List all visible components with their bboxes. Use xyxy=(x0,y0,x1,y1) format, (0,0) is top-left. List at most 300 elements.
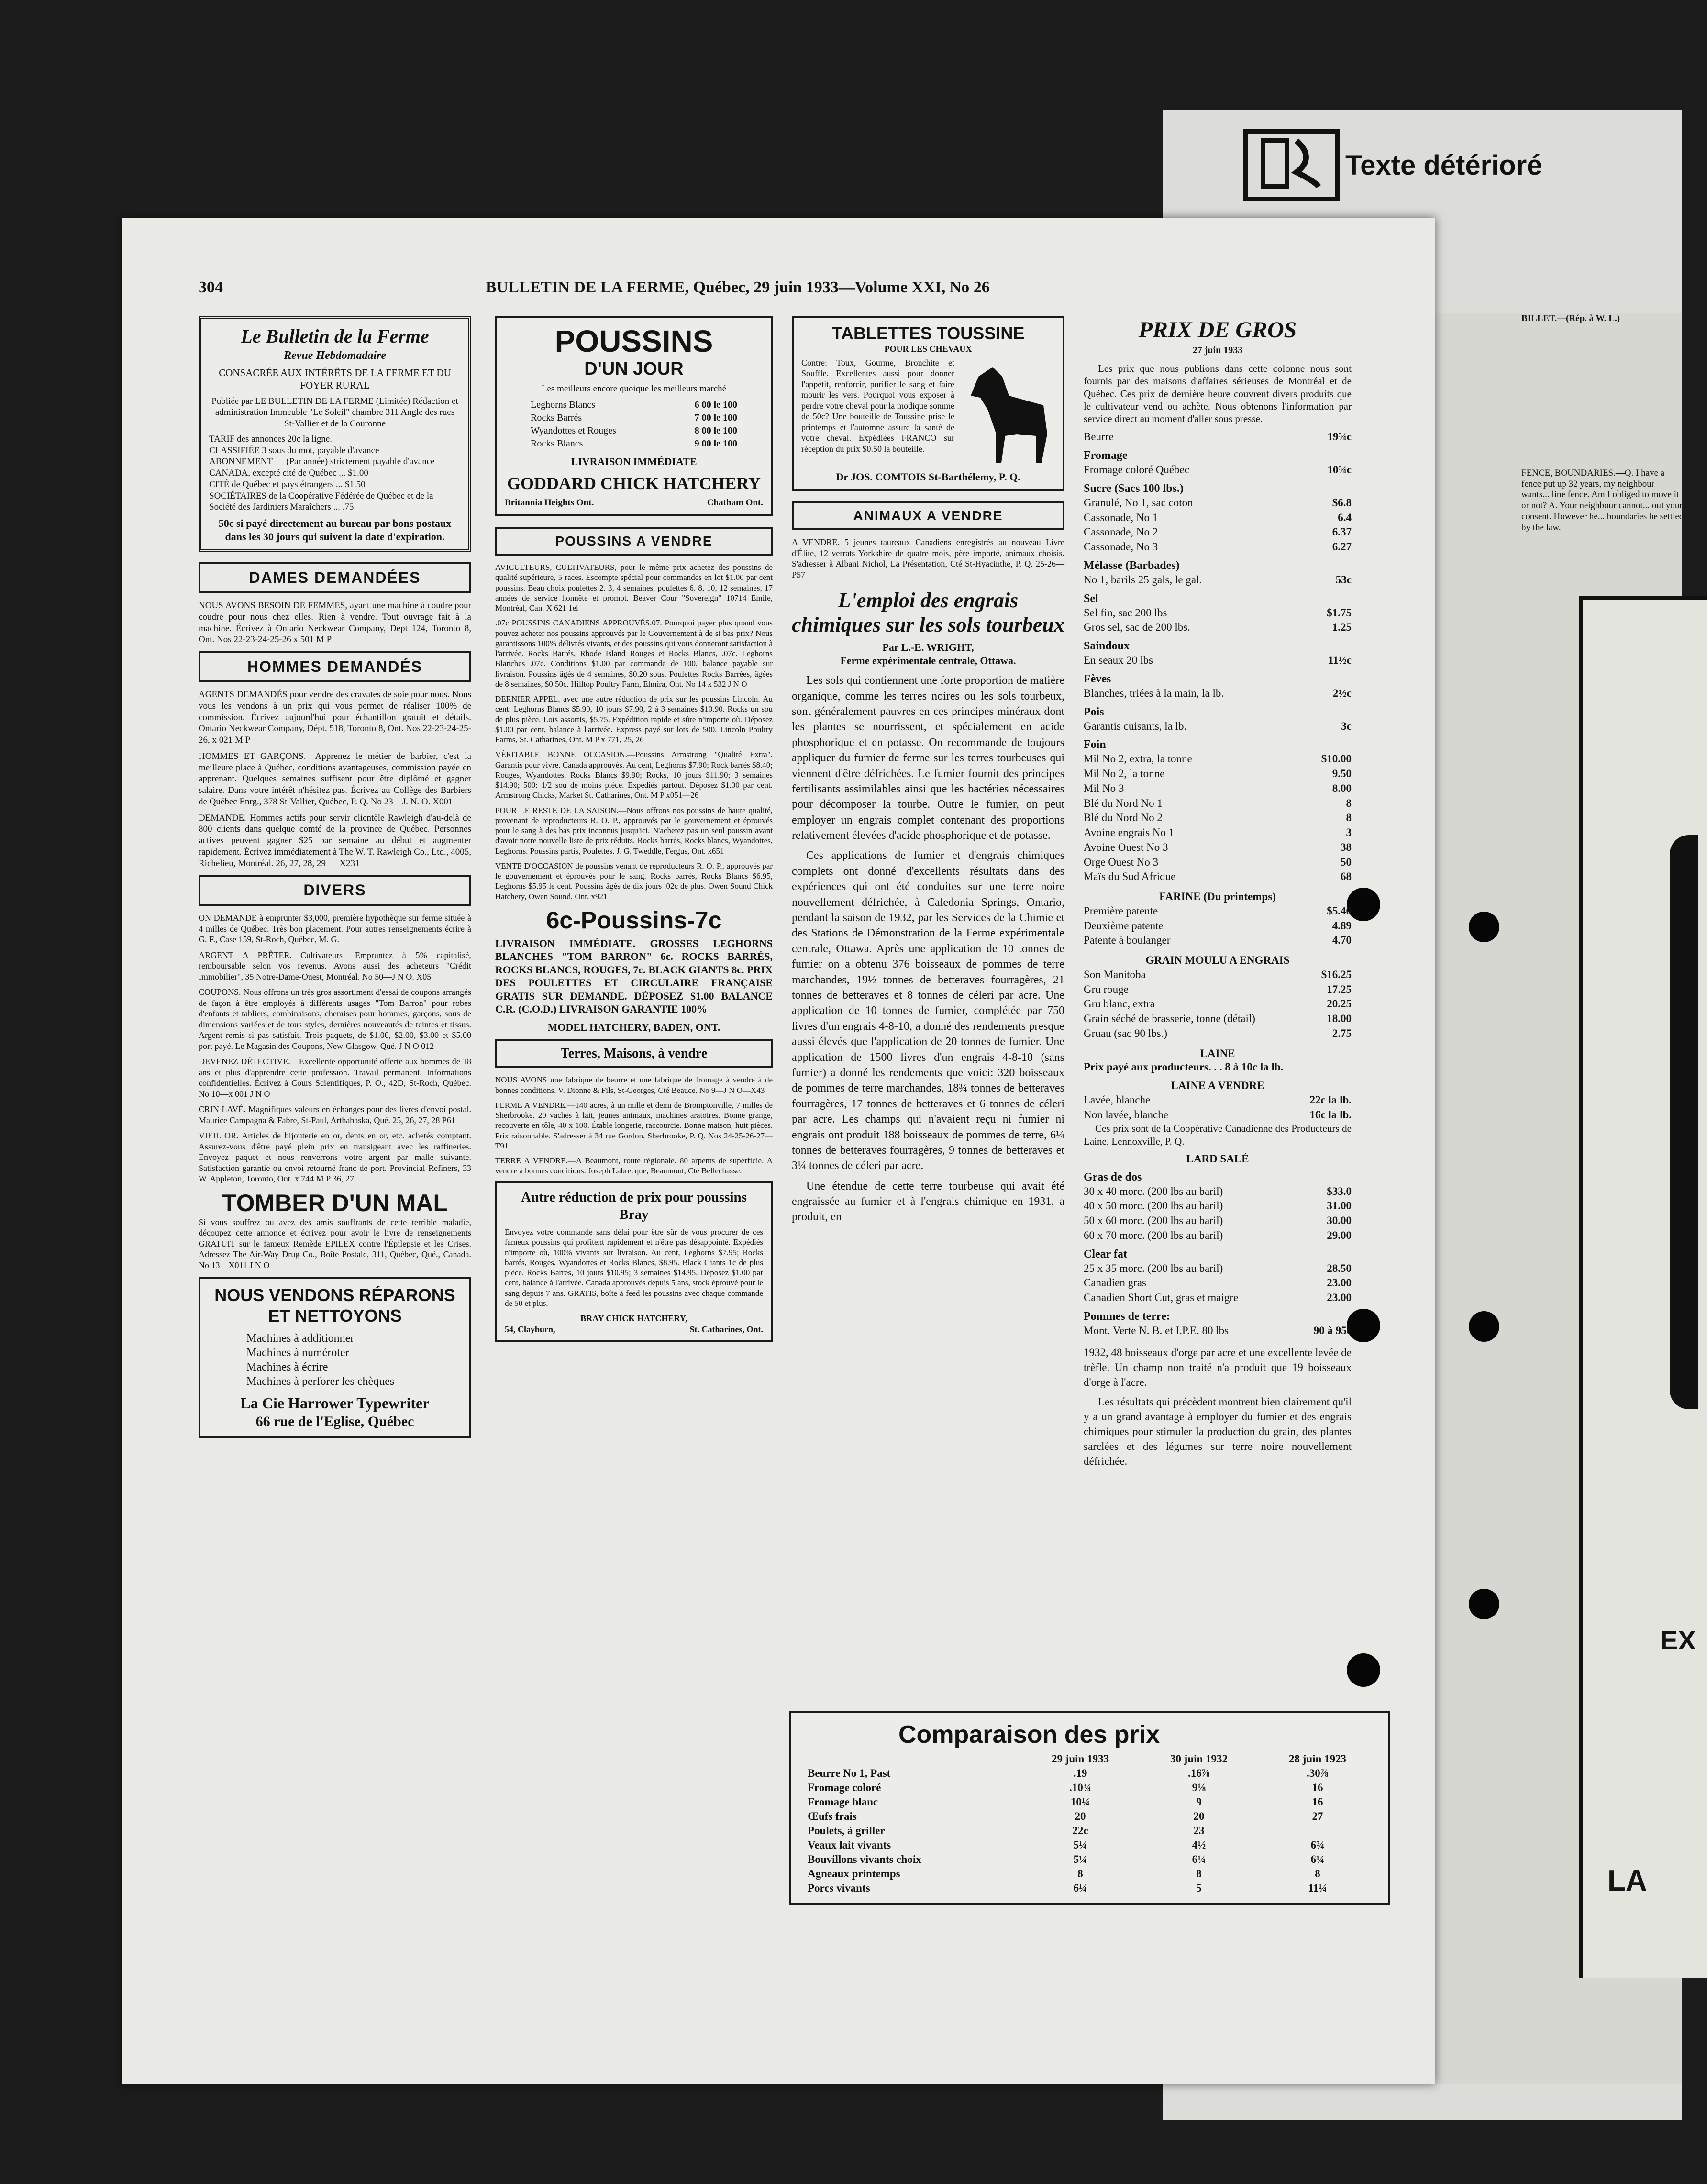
farine-heading: FARINE (Du printemps) xyxy=(1159,891,1276,903)
price-price: 8 xyxy=(1346,797,1352,809)
price-label: Maïs du Sud Afrique xyxy=(1084,870,1176,883)
price-row xyxy=(531,437,737,450)
classified-ad: DERNIER APPEL, avec une autre réduction de prix sur les poussins Lincoln. Au cent: Leghorns Blancs $5.90, 10 jours $7.90, 2 à 3 semaines $10.90. Rocks un sou de plus pièce. Lots assortis, $5.75. Expédition rapide et sûre n'importe où. Déposez $1.00 par cent, balance à l'arrivée. Express payé sur lots de 500. Lincoln Poultry Farms, St. Catharines, Ont. M P x 771, 25, 26 xyxy=(495,694,773,744)
comparaison-price: 16 xyxy=(1312,1796,1323,1808)
price-row xyxy=(531,412,737,424)
price-section-heading: Saindoux xyxy=(1084,640,1130,652)
poussins-price-table xyxy=(531,399,737,450)
grain-price: 17.25 xyxy=(1327,983,1352,995)
masthead-publisher: Publiée par LE BULLETIN DE LA FERME (Limitée) Rédaction et administration Immeuble "Le Soleil" chambre 311 Angle des rues St-Vallier et de la Couronne xyxy=(211,396,458,429)
column-3 xyxy=(792,316,1064,1230)
lard-price: 31.00 xyxy=(1327,1200,1352,1212)
price-label: Sel fin, sac 200 lbs xyxy=(1084,606,1167,619)
price-row xyxy=(1084,855,1352,870)
classified-ad: VÉRITABLE BONNE OCCASION.—Poussins Armstrong "Qualité Extra". Garantis pour vivre. Canada approuvés. Au cent, Leghorns $7.90; Rock barrés $8.40; Rouges, Wyandottes, Rocks Blancs $9.90; Rocks, 10 jours $11.90; 3 semaines $14.90; 500: 1/2 sou de moins pièce. Expédiés partout. Déposez $1.00 par cent. Armstrong Chicks, Market St. Catharines, Ont. M P x051—26 xyxy=(495,750,773,800)
comparaison-price: .30⅞ xyxy=(1306,1767,1329,1779)
price-label: Blé du Nord No 1 xyxy=(1084,797,1163,809)
toussine-signature: Dr JOS. COMTOIS St-Barthélemy, P. Q. xyxy=(836,470,1020,483)
price-section-heading: Foin xyxy=(1084,738,1106,751)
price-label: Gros sel, sac de 200 lbs. xyxy=(1084,621,1190,634)
price-row xyxy=(1084,796,1352,811)
comparaison-price: 22c xyxy=(1072,1825,1088,1837)
classified-ad: NOUS AVONS BESOIN DE FEMMES, ayant une machine à coudre pour coudre pour nous chez elles. Rien à vendre. Tout ouvrage fait à la machine. Écrivez à Ontario Neckwear Company, Dept 124, Toronto 8, Ont. Nos 22-23-24-25-26 x 501 M P xyxy=(199,601,471,645)
farine-label: Deuxième patente xyxy=(1084,919,1164,932)
bray-address-right: St. Catharines, Ont. xyxy=(689,1324,763,1334)
laine-heading: LAINE xyxy=(1200,1047,1235,1059)
price-price: 1.25 xyxy=(1332,621,1352,634)
farine-price: $5.40 xyxy=(1327,904,1352,917)
price-row xyxy=(1084,781,1352,796)
damaged-page-icon xyxy=(1244,129,1340,201)
classified-ad: AVICULTEURS, CULTIVATEURS, pour le même prix achetez des poussins de qualité supérieure, 5 races. Escompte spécial pour commandes en lot $1.00 par cent poussins. Beau choix poulettes 2, 3, 4 semaines, poulettes 6, 8, 10, 12 semaines, 17 années de service honnête et prompt. Beaver Cour "Sovereign" 10714 Emile, Montréal, Can. X 621 1el xyxy=(495,563,773,613)
clear-label: 25 x 35 morc. (200 lbs au baril) xyxy=(1084,1262,1223,1274)
comparaison-price xyxy=(1258,1824,1377,1838)
price-price: 3 xyxy=(1346,826,1352,838)
price-row xyxy=(1084,463,1352,478)
comparaison-row xyxy=(803,1781,1377,1795)
farine-price: 4.89 xyxy=(1332,919,1352,932)
price-row xyxy=(531,399,737,412)
grain-price: 2.75 xyxy=(1332,1027,1352,1039)
typewriter-ad xyxy=(199,1277,471,1438)
price-price: 10¾c xyxy=(1327,464,1352,476)
price-label: Orge Ouest No 3 xyxy=(1084,856,1159,868)
comparaison-row xyxy=(803,1809,1377,1824)
column-2 xyxy=(495,316,773,1353)
grain-label: Gruau (sac 90 lbs.) xyxy=(1084,1027,1168,1039)
farine-price: 4.70 xyxy=(1332,934,1352,947)
article-paragraph: Une étendue de cette terre tourbeuse qui avait été engraissée au fumier et à l'engrais chimique en 1931, a produit, en xyxy=(792,1180,1064,1224)
farine-label: Première patente xyxy=(1084,904,1158,917)
section-heading-hommes: HOMMES DEMANDÉS xyxy=(199,651,471,682)
lard-row xyxy=(1084,1184,1352,1199)
price-price: $10.00 xyxy=(1321,753,1352,765)
pommes-price: 90 à 95c xyxy=(1313,1324,1352,1337)
price-table xyxy=(1084,496,1352,555)
backpage-la: LA xyxy=(1607,1864,1647,1897)
price-price: 50 xyxy=(1341,856,1352,868)
poussins-place-right: Chatham Ont. xyxy=(707,498,763,508)
price-section-heading: Pois xyxy=(1084,705,1104,718)
price-label: Avoine engrais No 1 xyxy=(1084,826,1175,838)
deteriorated-text-stamp xyxy=(1244,129,1542,201)
price-label: Mil No 3 xyxy=(1084,782,1124,794)
price-label: Cassonade, No 2 xyxy=(1084,526,1158,538)
bray-ad xyxy=(495,1181,773,1343)
lard-price: 29.00 xyxy=(1327,1229,1352,1241)
comparaison-row xyxy=(803,1766,1377,1781)
section-heading-terres: Terres, Maisons, à vendre xyxy=(495,1039,773,1068)
typewriter-company: La Cie Harrower Typewriter xyxy=(240,1394,430,1412)
price-row xyxy=(1084,719,1352,734)
comparaison-price: 20 xyxy=(1075,1810,1086,1822)
price-table xyxy=(1084,653,1352,668)
price-label: Beurre xyxy=(1084,431,1114,443)
bray-address-left: 54, Clayburn, xyxy=(505,1324,555,1334)
price-price: 9.50 xyxy=(1332,768,1352,780)
laine-vendre-table xyxy=(1084,1093,1352,1123)
price-value: 9 00 le 100 xyxy=(694,438,737,449)
comparaison-table xyxy=(803,1752,1377,1895)
comparaison-price: 23 xyxy=(1193,1825,1205,1837)
article-conclusion: Les résultats qui précèdent montrent bien clairement qu'il y a un grand avantage à employer du fumier et des engrais chimiques pour stimuler la production du grain, des plantes sarclées et des légumes sur terre noire nouvellement défrichée. xyxy=(1084,1395,1352,1467)
poussins-title: POUSSINS xyxy=(554,324,713,358)
lard-label: 60 x 70 morc. (200 lbs au baril) xyxy=(1084,1229,1223,1241)
comparaison-product: Agneaux printemps xyxy=(808,1868,900,1880)
poussins-ad xyxy=(495,316,773,516)
comparaison-product: Beurre No 1, Past xyxy=(808,1767,891,1779)
typewriter-item: Machines à numéroter xyxy=(246,1346,349,1359)
poussins-intro: Les meilleurs encore quoique les meilleurs marché xyxy=(541,384,727,394)
classified-ad: FERME A VENDRE.—140 acres, à un mille et demi de Bromptonville, 7 milles de Sherbrooke. 20 vaches à lait, jeunes animaux, machines aratoires. Bonne grange, recouverte en tôle, 40 x 100. Étable longerie, raccourcie. Bonne maison, huit pièces. Prix raisonnable. S'adresser à 34 rue Gordon, Sherbrooke, P. Q. Nos 24-25-26-27—T91 xyxy=(495,1100,773,1150)
price-breed: Leghorns Blancs xyxy=(531,399,595,410)
comparaison-title: Comparaison des prix xyxy=(898,1721,1160,1749)
clear-price: 23.00 xyxy=(1327,1277,1352,1289)
toussine-text: Contre: Toux, Gourme, Bronchite et Souffle. Excellentes aussi pour donner l'appétit, renforcir, purifier le sang et faire mourir les vers. Pourquoi vous exposer à perdre votre cheval pour la modique somme de 50c? Une bouteille de Toussine prise le printemps et l'automne assure la santé de votre cheval. Expédiées FRANCO sur réception du prix $0.50 la bouteille. xyxy=(801,357,954,454)
lard-row xyxy=(1084,1228,1352,1243)
price-value: 7 00 le 100 xyxy=(694,412,737,423)
comparaison-row xyxy=(803,1867,1377,1881)
lard-label: 40 x 50 morc. (200 lbs au baril) xyxy=(1084,1200,1223,1212)
clear-table xyxy=(1084,1261,1352,1305)
page-number: 304 xyxy=(199,279,223,296)
comparaison-price: 9⅛ xyxy=(1192,1782,1206,1794)
bray-text: Envoyez votre commande sans délai pour être sûr de vous procurer de ces fameux poussins qui profitent rapidement et n'être pas désappointé. Expédiés n'importe où, 100% vivants sur livraison. Au cent, Leghorns $7.95; Rocks barrés, Rouges, Wyandottes et Rocks Blancs, $8.95. Black Giants 1c de plus pièce. Rocks Barrés, 10 jours $10.95; 3 semaines $14.95. Déposez $1.00 par cent, balance à l'arrivée. Canada approuvés depuis 5 ans, stock éprouvé pour le sang depuis 7 ans. GRATIS, boîte à feed les poussins avec chaque commande de 50 et plus. xyxy=(505,1227,763,1308)
column-1 xyxy=(199,316,471,1449)
price-row xyxy=(531,424,737,437)
price-label: En seaux 20 lbs xyxy=(1084,654,1153,666)
lard-price: 30.00 xyxy=(1327,1215,1352,1226)
punch-hole xyxy=(1347,1309,1380,1342)
laine-note: Ces prix sont de la Coopérative Canadienne des Producteurs de Laine, Lennoxville, P. Q. xyxy=(1084,1123,1352,1147)
comparaison-price: .19 xyxy=(1073,1767,1087,1779)
punch-hole xyxy=(1469,912,1499,942)
classified-ad: NOUS AVONS une fabrique de beurre et une fabrique de fromage à vendre à de bonnes conditions. V. Dionne & Fils, St-Georges, Cté Beauce. No 9—J N O—X43 xyxy=(495,1075,773,1095)
bray-company: BRAY CHICK HATCHERY, xyxy=(580,1314,687,1323)
price-label: Garantis cuisants, la lb. xyxy=(1084,720,1187,732)
typewriter-heading: NOUS VENDONS RÉPARONS ET NETTOYONS xyxy=(214,1285,455,1326)
clear-price: 23.00 xyxy=(1327,1292,1352,1304)
price-section-heading: Fèves xyxy=(1084,672,1111,685)
clear-row xyxy=(1084,1261,1352,1276)
price-price: 8.00 xyxy=(1332,782,1352,794)
comparaison-row xyxy=(803,1838,1377,1852)
laine-row xyxy=(1084,1108,1352,1123)
comparaison-price: 27 xyxy=(1312,1810,1323,1822)
price-price: 68 xyxy=(1341,870,1352,883)
price-price: 19¾c xyxy=(1327,431,1352,443)
price-table xyxy=(1084,573,1352,588)
backpage-fence-text: FENCE, BOUNDARIES.—Q. I have a fence put up 32 years, my neighbour wants... line fence. Am I obliged to move it or not? A. Your neighbour cannot... out your consent. However he... boundaries be settled by the law. xyxy=(1521,468,1684,533)
comparaison-row xyxy=(803,1824,1377,1838)
comparaison-product: Veaux lait vivants xyxy=(808,1839,891,1851)
article-paragraph: Ces applications de fumier et d'engrais chimiques complets ont donné d'excellents résultats dans des expériences qui ont été conduites sur une terre noire nouvellement défrichée, à Caledonia Springs, Ontario, pendant la saison de 1932, par les Services de la Chimie et des Stations de Démonstration de la Ferme expérimentale centrale, Ottawa. Après une application de 10 tonnes de fumier on a obtenu 376 boisseaux de pommes de terre marchandes, 19½ tonnes de betteraves fourragères, 21 tonnes de betteraves et 8 tonnes de céleri par acre. Une application de 10 tonnes de fumier, complétée par 750 livres d'un engrais 4-8-10, a donné des rendements presque aussi élevés que l'application de 20 tonnes de fumier. Une application de 1500 livres d'un engrais 4-8-10 (sans fumier) a donné les rendements que voici: 320 boisseaux de pommes de terre marchandes, 18¾ tonnes de betteraves fourragères, 17 tonnes de betteraves et 6 tonnes de céleri par acre. Les champs qui n'avaient reçu ni fumier ni engrais ont produit 188 boisseaux de pommes de terre, 6¼ tonnes de betteraves fourragères, 9 tonnes de betteraves et 3¼ tonnes de céleri par acre. xyxy=(792,849,1064,1172)
price-row xyxy=(1084,825,1352,840)
price-row xyxy=(1084,573,1352,588)
article-paragraph: Les sols qui contiennent une forte proportion de matière organique, comme les terres noires ou les sols tourbeux, sont généralement pauvres en ces principes minéraux dont les plantes se nourrissent, et spécialement en acide phosphorique et en potasse. On recommande de toujours appliquer du fumier de ferme sur les terres tourbeuses qui viennent d'être défrichées. Le fumier fournit des principes fertilisants assimilables ainsi que les bactéries nécessaires pour décomposer la tourbe. Outre le fumier, on peut employer un engrais complet contenant des proportions relativement élevées d'acide phosphorique et de potasse. xyxy=(792,674,1064,842)
backpage-ex: EX xyxy=(1660,1625,1696,1655)
clear-heading: Clear fat xyxy=(1084,1248,1127,1260)
classified-ad: ARGENT A PRÊTER.—Cultivateurs! Empruntez à 5% capitalisé, remboursable selon vos revenus. Avons aussi des acheteurs "Crédit Immobilier", 35 Notre-Dame-Ouest, Montréal. No 50—J N O. X05 xyxy=(199,950,471,981)
price-label: No 1, barils 25 gals, le gal. xyxy=(1084,573,1202,586)
price-section-heading: Sucre (Sacs 100 lbs.) xyxy=(1084,482,1184,495)
masthead-subtitle: Revue Hebdomadaire xyxy=(284,349,386,362)
classified-ad: CRIN LAVÉ. Magnifiques valeurs en échanges pour des livres d'envoi postal. Maurice Campagna & Fabre, St-Paul, Arthabaska, Qué. 25, 26, 27, 28 P61 xyxy=(199,1104,471,1125)
classified-ad: .07c POUSSINS CANADIENS APPROUVÉS.07. Pourquoi payer plus quand vous pouvez acheter nos poussins approuvés par le Gouvernement à de si bas prix? Nous garantissons 100% délivrés vivants, et des poussins qui vous donneront satisfaction à l'arrivée. Rocks Barrés, Rhode Island Rouges et Rocks Blancs, .07c. Leghorns Blanches .07c. Conditions $1.00 par commande de 100, balance payable sur livraison. Poussins âgés de 4 semaines, $0.20 sous. Poulettes Rocks Barrées, âgées de 8 semaines, $0 50c. Hilltop Poultry Farm, Elmira, Ont. No 14 x 532 J N O xyxy=(495,618,773,689)
comparaison-row xyxy=(803,1881,1377,1895)
price-row xyxy=(1084,606,1352,621)
farine-row xyxy=(1084,919,1352,934)
grain-heading: GRAIN MOULU A ENGRAIS xyxy=(1145,954,1290,966)
poussins-subtitle: D'UN JOUR xyxy=(584,359,684,379)
bray-heading: Autre réduction de prix pour poussins Bray xyxy=(521,1189,747,1222)
laine-text: Prix payé aux producteurs. . . 8 à 10c la lb. xyxy=(1084,1061,1284,1073)
price-section-heading: Sel xyxy=(1084,592,1098,605)
comparaison-price: 6¼ xyxy=(1073,1882,1087,1894)
farine-row xyxy=(1084,933,1352,948)
lard-label: 50 x 60 morc. (200 lbs au baril) xyxy=(1084,1215,1223,1226)
comparaison-price: 8 xyxy=(1077,1868,1083,1880)
poussins-company: GODDARD CHICK HATCHERY xyxy=(507,474,761,493)
prix-title: PRIX DE GROS xyxy=(1138,317,1297,343)
price-breed: Rocks Blancs xyxy=(531,438,583,449)
section-heading-divers: DIVERS xyxy=(199,875,471,906)
masthead-title: Le Bulletin de la Ferme xyxy=(241,325,429,347)
clear-row xyxy=(1084,1291,1352,1305)
typewriter-address: 66 rue de l'Eglise, Québec xyxy=(255,1413,414,1429)
punch-hole xyxy=(1469,1311,1499,1342)
section-heading-dames: DAMES DEMANDÉES xyxy=(199,562,471,593)
lard-row xyxy=(1084,1214,1352,1228)
masthead-box xyxy=(199,316,471,552)
grain-label: Gru rouge xyxy=(1084,983,1129,995)
deteriorated-text-label: Texte détérioré xyxy=(1345,149,1542,181)
price-row xyxy=(1084,752,1352,767)
price-price: 2½c xyxy=(1333,687,1352,699)
pommes-row xyxy=(1084,1324,1352,1338)
article-continuation: 1932, 48 boisseaux d'orge par acre et une excellente levée de trèfle. Un champ non traité n'a produit que 19 boisseaux d'orge à l'acre. xyxy=(1084,1346,1352,1388)
comparaison-price: 8 xyxy=(1196,1868,1202,1880)
prix-date: 27 juin 1933 xyxy=(1192,345,1243,356)
rate-line: CANADA, excepté cité de Québec ... $1.00 xyxy=(209,468,368,478)
price-price: 38 xyxy=(1341,841,1352,853)
toussine-ad xyxy=(792,316,1064,491)
comparaison-product: Fromage coloré xyxy=(808,1782,881,1794)
prix-intro: Les prix que nous publions dans cette colonne nous sont fournis par des maisons d'affaires sérieuses de Montréal et de Québec. Ces prix de dernière heure couvrent divers produits que le cultivateur vend ou achète. Nous obtenons l'information par service direct au moment d'aller sous presse. xyxy=(1084,363,1352,424)
classified-ad: POUR LE RESTE DE LA SAISON.—Nous offrons nos poussins de haute qualité, provenant de reproducteurs R. O. P., approuvés par le gouvernement et éprouvés pour le sang à des bas prix inconnus jusqu'ici. N'achetez pas un seul poussin avant d'avoir notre nouvelle liste de prix réduits. Rocks barrés, Rocks blancs, Wyandottes, Leghorns. Poussins partis, Poulettes. J. G. Tweddle, Fergus, Ont. x651 xyxy=(495,805,773,856)
comparaison-price: 6¼ xyxy=(1310,1853,1325,1865)
price-table xyxy=(1084,606,1352,635)
price-price: $6.8 xyxy=(1332,496,1352,509)
backpage-photo-dark xyxy=(1670,835,1698,1409)
sixc-title: 6c-Poussins-7c xyxy=(546,906,722,934)
classified-ad: A VENDRE. 5 jeunes taureaux Canadiens enregistrés au nouveau Livre d'Élite, 12 verrats Yorkshire de quatre mois, père importé, animaux choisis. S'adresser à Albani Nichol, La Présentation, Cté St-Hyacinthe, P. Q. 25-26—P57 xyxy=(792,537,1064,579)
comparaison-price: 6¾ xyxy=(1310,1839,1325,1851)
lard-gras-heading: Gras de dos xyxy=(1084,1170,1142,1183)
price-table xyxy=(1084,686,1352,701)
backpage-question: BILLET.—(Rép. à W. L.) xyxy=(1521,313,1620,323)
price-row xyxy=(1084,653,1352,668)
grain-table xyxy=(1084,968,1352,1041)
typewriter-item: Machines à additionner xyxy=(246,1332,355,1345)
lard-label: 30 x 40 morc. (200 lbs au baril) xyxy=(1084,1185,1223,1197)
grain-price: 18.00 xyxy=(1327,1013,1352,1025)
price-section-heading: Mélasse (Barbades) xyxy=(1084,559,1180,572)
laine-price: 16c la lb. xyxy=(1309,1108,1352,1121)
masthead-devotion: CONSACRÉE AUX INTÉRÊTS DE LA FERME ET DU FOYER RURAL xyxy=(219,367,451,391)
grain-price: $16.25 xyxy=(1321,968,1352,981)
punch-hole xyxy=(1347,1653,1380,1687)
price-value: 6 00 le 100 xyxy=(694,399,737,410)
comparaison-header-row xyxy=(803,1752,1377,1766)
comparaison-price: 5¼ xyxy=(1073,1853,1087,1865)
price-row xyxy=(1084,840,1352,855)
farine-label: Patente à boulanger xyxy=(1084,934,1171,947)
rate-line: SOCIÉTAIRES de la Coopérative Fédérée de Québec et de la Société des Jardiniers Maraîchers ... .75 xyxy=(209,490,433,513)
laine-row xyxy=(1084,1093,1352,1108)
price-price: 6.27 xyxy=(1332,541,1352,553)
toussine-title: TABLETTES TOUSSINE xyxy=(831,323,1025,343)
price-label: Avoine Ouest No 3 xyxy=(1084,841,1168,853)
toussine-subtitle: POUR LES CHEVAUX xyxy=(884,344,972,354)
price-section-heading: Fromage xyxy=(1084,449,1128,462)
classified-ad: VENTE D'OCCASION de poussins venant de reproducteurs R. O. P., approuvés par le gouvernement et éprouvés pour le sang. Rocks barrés, Rocks Blancs $6.95, Leghorns $5.95 le cent. Poussins âgés de dix jours .02c de plus. Owen Sound Chick Hatchery, Owen Sound, Ont. x921 xyxy=(495,861,773,901)
price-label: Granulé, No 1, sac coton xyxy=(1084,496,1193,509)
section-heading-animaux: ANIMAUX A VENDRE xyxy=(792,501,1064,530)
lard-row xyxy=(1084,1199,1352,1214)
grain-label: Gru blanc, extra xyxy=(1084,998,1155,1010)
grain-label: Grain séché de brasserie, tonne (détail) xyxy=(1084,1013,1255,1025)
comparaison-row xyxy=(803,1795,1377,1809)
clear-row xyxy=(1084,1276,1352,1291)
classified-ad: ON DEMANDE à emprunter $3,000, première hypothèque sur ferme située à 4 milles de Québec. Très bon placement. Pour autres renseignements écrire à G. F., Case 159, St-Roch, Québec, M. G. xyxy=(199,913,471,945)
lard-price: $33.0 xyxy=(1327,1185,1352,1197)
price-label: Cassonade, No 3 xyxy=(1084,541,1158,553)
rate-line: ABONNEMENT — (Par année) strictement payable d'avance xyxy=(209,457,435,467)
punch-hole xyxy=(1469,1589,1499,1619)
comparaison-price: 20 xyxy=(1193,1810,1205,1822)
comparaison-price: 10¼ xyxy=(1070,1796,1090,1808)
comparaison-product: Fromage blanc xyxy=(808,1796,878,1808)
running-head-title: BULLETIN DE LA FERME, Québec, 29 juin 1933—Volume XXI, No 26 xyxy=(486,279,990,296)
article-affiliation: Ferme expérimentale centrale, Ottawa. xyxy=(840,654,1016,667)
rate-line: TARIF des annonces 20c la ligne. xyxy=(209,434,333,444)
comparaison-price: 16 xyxy=(1312,1782,1323,1794)
price-row xyxy=(1084,511,1352,525)
comparaison-product: Œufs frais xyxy=(808,1810,857,1822)
price-row xyxy=(1084,525,1352,540)
adjacent-page-content xyxy=(1430,313,1696,2084)
comparaison-row xyxy=(803,1852,1377,1867)
price-price: 6.37 xyxy=(1332,526,1352,538)
comparaison-price: 9 xyxy=(1196,1796,1202,1808)
classified-ad: COUPONS. Nous offrons un très gros assortiment d'essai de coupons arrangés de façon à être employés à différents usages "Tom Barron" pour robes d'enfants et tabliers, combinaisons, chemises pour hommes, garçons, sous de dimensions variées et de tous styles, dernières nouveautés de teintes et tissus. Argent remis si pas satisfait. Trois paquets, de $1.00, $2.00, $3.00 et $5.00 port payé. Le Magasin des Coupons, New-Glasgow, Qué. J N O 012 xyxy=(199,987,471,1051)
grain-row xyxy=(1084,1012,1352,1026)
price-value: 8 00 le 100 xyxy=(694,425,737,436)
clear-label: Canadien Short Cut, gras et maigre xyxy=(1084,1292,1239,1304)
classified-ad: VIEIL OR. Articles de bijouterie en or, dents en or, etc. achetés comptant. Assurez-vous d'être payé plein prix en transigeant avec les raffineries. Envoyez paquet et nous renverrons votre argent par malle suivante. Satisfaction garantie ou envoi retourné franc de port. Provincial Refiners, 33 W. Appleton, Toronto, Ont. x 744 M P 36, 27 xyxy=(199,1131,471,1184)
comparaison-col-header: 30 juin 1932 xyxy=(1170,1753,1228,1765)
column-4 xyxy=(1084,316,1352,1473)
price-table xyxy=(1084,719,1352,734)
prix-sections xyxy=(1084,430,1352,884)
pommes-label: Mont. Verte N. B. et I.P.E. 80 lbs xyxy=(1084,1324,1229,1337)
comparaison-product: Bouvillons vivants choix xyxy=(808,1853,921,1865)
grain-row xyxy=(1084,968,1352,982)
price-price: 53c xyxy=(1335,573,1352,586)
price-label: Mil No 2, extra, la tonne xyxy=(1084,753,1192,765)
comparaison-price: 5¼ xyxy=(1073,1839,1087,1851)
masthead-rates xyxy=(209,434,461,513)
pommes-heading: Pommes de terre: xyxy=(1084,1310,1170,1323)
lard-heading: LARD SALÉ xyxy=(1186,1152,1249,1165)
comparaison-product: Poulets, à griller xyxy=(808,1825,885,1837)
price-row xyxy=(1084,767,1352,781)
grain-label: Son Manitoba xyxy=(1084,968,1146,981)
poussins-livraison: LIVRAISON IMMÉDIATE xyxy=(571,455,697,468)
rate-line: CITÉ de Québec et pays étrangers ... $1.50 xyxy=(209,479,366,490)
typewriter-item: Machines à perforer les chèques xyxy=(246,1375,395,1388)
article-byline: Par L.-E. WRIGHT, xyxy=(882,641,974,654)
price-price: $1.75 xyxy=(1327,606,1352,619)
comparaison-price: 8 xyxy=(1315,1868,1320,1880)
price-breed: Rocks Barrés xyxy=(531,412,582,423)
comparaison-price: 11¼ xyxy=(1308,1882,1327,1894)
comparaison-col-header: 28 juin 1923 xyxy=(1288,1753,1347,1765)
farine-row xyxy=(1084,904,1352,919)
farine-table xyxy=(1084,904,1352,948)
price-label: Blanches, triées à la main, la lb. xyxy=(1084,687,1224,699)
price-label: Fromage coloré Québec xyxy=(1084,464,1189,476)
newspaper-page xyxy=(122,218,1435,2084)
poussins-place-left: Britannia Heights Ont. xyxy=(505,498,594,508)
classified-ad: HOMMES ET GARÇONS.—Apprenez le métier de barbier, c'est la meilleure place à Québec, conditions avantageuses, commission payée en apprenant. Quelques semaines suffisent pour être diplômé et gagner salaire. Dans votre intérêt n'hésitez pas. Écrivez au Collège des Barbiers de Québec Enrg., 378 St-Vallier, Québec, P. Q. No 23—J. N. O. X001 xyxy=(199,751,471,807)
price-row xyxy=(1084,620,1352,635)
comparaison-price: 6¼ xyxy=(1192,1853,1206,1865)
grain-row xyxy=(1084,997,1352,1012)
price-table xyxy=(1084,463,1352,478)
price-price: 6.4 xyxy=(1338,511,1352,524)
sixc-text: LIVRAISON IMMÉDIATE. GROSSES LEGHORNS BLANCHES "TOM BARRON" 6c. ROCKS BARRÉS, ROCKS BLANCS, ROUGES, 7c. BLACK GIANTS 8c. PRIX DES POULETTES ET CIRCULAIRE FRANÇAISE GRATIS SUR DEMANDE. DÉPOSEZ $1.00 BALANCE C.R. (C.O.D.) LIVRAISON GARANTIE 100% xyxy=(495,937,773,1015)
classified-ad: DEMANDE. Hommes actifs pour servir clientèle Rawleigh d'au-delà de 800 clients dans quelque comté de la province de Québec. Personnes actives peuvent gagner $25 par semaine au début et augmenter rapidement. Écrivez immédiatement à The W. T. Rawleigh Co., Ltd., 4005, Richelieu, Montréal. 26, 27, 28, 29 — X231 xyxy=(199,813,471,869)
article-title: L'emploi des engrais chimiques sur les sols tourbeux xyxy=(792,589,1064,636)
price-price: 3c xyxy=(1341,720,1352,732)
horse-icon xyxy=(959,357,1055,468)
price-price: 11½c xyxy=(1328,654,1352,666)
laine-label: Non lavée, blanche xyxy=(1084,1108,1168,1121)
rate-line: CLASSIFIÉE 3 sous du mot, payable d'avance xyxy=(209,445,379,456)
punch-hole xyxy=(1347,888,1380,921)
price-row xyxy=(1084,686,1352,701)
tomber-text: Si vous souffrez ou avez des amis souffrants de cette terrible maladie, découpez cette annonce et écrivez pour avoir le livre de renseignements GRATUIT sur le fameux Remède EPILEX contre l'Épilepsie et les Crises. Adressez The Air-Way Drug Co., Boîte Postale, 311, Québec, Qué., Canada. No 13—X011 J N O xyxy=(199,1217,471,1270)
pommes-table xyxy=(1084,1324,1352,1338)
grain-row xyxy=(1084,982,1352,997)
grain-row xyxy=(1084,1026,1352,1041)
price-row xyxy=(1084,869,1352,884)
price-table xyxy=(1084,430,1352,445)
laine-price: 22c la lb. xyxy=(1309,1093,1352,1106)
classified-ad: AGENTS DEMANDÉS pour vendre des cravates de soie pour nous. Nous vous les vendons à un prix qui vous permet de réaliser 100% de commission. Écrivez aujourd'hui pour échantillon gratuit et détails. Ontario Neckwear Company, Dépt. 518, Toronto 8, Ont. Nos 22-23-24-25-26, x 021 M P xyxy=(199,690,471,745)
classified-ad: TERRE A VENDRE.—A Beaumont, route régionale. 80 arpents de superficie. A vendre à bonnes conditions. Joseph Labrecque, Beaumont, Cté Bellechasse. xyxy=(495,1156,773,1176)
classified-ad: DEVENEZ DÉTECTIVE.—Excellente opportunité offerte aux hommes de 18 ans et plus d'apprendre cette profession. Travail permanent. Informations confidentielles. Écrivez à Cours Scientifiques, P. O., 42D, St-Roch, Québec. No 10—x 001 J N O xyxy=(199,1057,471,1099)
comparaison-product: Porcs vivants xyxy=(808,1882,870,1894)
clear-label: Canadien gras xyxy=(1084,1277,1146,1289)
tomber-heading: TOMBER D'UN MAL xyxy=(222,1189,448,1216)
masthead-note: 50c si payé directement au bureau par bons postaux dans les 30 jours qui suivent la date d'expiration. xyxy=(218,517,452,543)
comparaison-col-header: 29 juin 1933 xyxy=(1051,1753,1109,1765)
price-row xyxy=(1084,430,1352,445)
section-heading-poussins-vendre: POUSSINS A VENDRE xyxy=(495,527,773,556)
